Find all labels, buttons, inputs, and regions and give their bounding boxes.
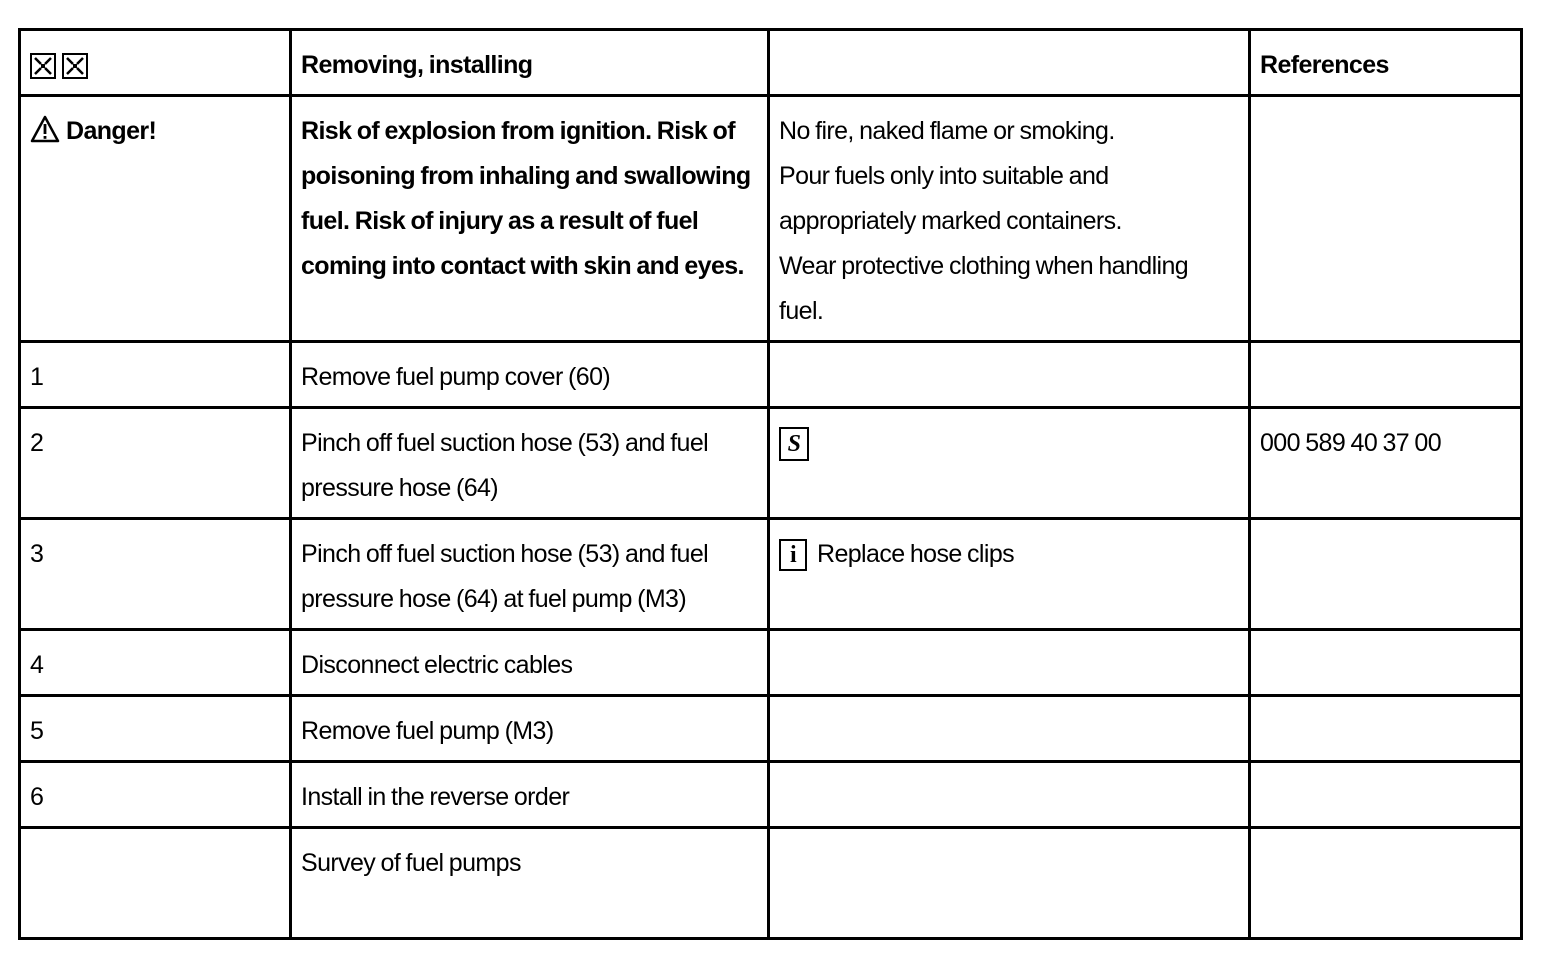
precaution-line: Pour fuels only into suitable and — [779, 162, 1109, 190]
warning-triangle-icon — [30, 115, 60, 143]
precaution-line: Wear protective clothing when handling — [779, 252, 1189, 280]
danger-precautions — [769, 96, 1250, 342]
step-row — [20, 408, 1522, 519]
step-row — [20, 696, 1522, 762]
step-text — [291, 519, 769, 630]
step-text — [291, 696, 769, 762]
danger-label: Danger! — [66, 117, 157, 145]
step-note — [769, 342, 1250, 408]
step-number: 5 — [20, 696, 291, 762]
step-text-line: Install in the reverse order — [301, 783, 570, 811]
step-text-line: Disconnect electric cables — [301, 651, 573, 679]
danger-cell — [20, 96, 291, 342]
step-number: 3 — [20, 519, 291, 630]
step-text — [291, 828, 769, 939]
step-reference — [1250, 828, 1522, 939]
step-note — [769, 762, 1250, 828]
step-note — [769, 828, 1250, 939]
step-row — [20, 519, 1522, 630]
danger-risks — [291, 96, 769, 342]
step-text-line: pressure hose (64) — [301, 474, 499, 502]
danger-reference — [1250, 96, 1522, 342]
step-number: 4 — [20, 630, 291, 696]
step-note — [769, 696, 1250, 762]
precaution-line: fuel. — [779, 297, 824, 325]
step-reference — [1250, 630, 1522, 696]
step-text-line: Pinch off fuel suction hose (53) and fuel — [301, 540, 709, 568]
references-header: References — [1250, 30, 1522, 96]
step-text-line: Remove fuel pump cover (60) — [301, 363, 611, 391]
step-note-text: Replace hose clips — [817, 540, 1015, 568]
header-title: Removing, installing — [291, 30, 769, 96]
header-icons-cell — [20, 30, 291, 96]
step-row — [20, 762, 1522, 828]
step-note — [769, 408, 1250, 519]
step-number: 1 — [20, 342, 291, 408]
step-reference — [1250, 762, 1522, 828]
step-row — [20, 342, 1522, 408]
step-text — [291, 762, 769, 828]
step-reference — [1250, 519, 1522, 630]
mechanics-work-icon — [62, 53, 88, 79]
step-text-line: Pinch off fuel suction hose (53) and fuel — [301, 429, 709, 457]
step-text — [291, 630, 769, 696]
step-number — [20, 828, 291, 939]
special-tool-icon: S — [779, 427, 809, 461]
info-icon: i — [779, 539, 807, 571]
procedure-sheet — [18, 28, 1520, 940]
step-note — [769, 630, 1250, 696]
danger-row — [20, 96, 1522, 342]
step-text — [291, 408, 769, 519]
header-notes-cell — [769, 30, 1250, 96]
step-text-line: Survey of fuel pumps — [301, 849, 521, 877]
step-reference: 000 589 40 37 00 — [1250, 408, 1522, 519]
step-note — [769, 519, 1250, 630]
step-text — [291, 342, 769, 408]
step-number: 2 — [20, 408, 291, 519]
step-text-line: pressure hose (64) at fuel pump (M3) — [301, 585, 687, 613]
step-number: 6 — [20, 762, 291, 828]
risk-line: fuel. Risk of injury as a result of fuel — [301, 207, 699, 235]
step-text-line: Remove fuel pump (M3) — [301, 717, 554, 745]
step-reference — [1250, 696, 1522, 762]
risk-line: poisoning from inhaling and swallowing — [301, 162, 751, 190]
step-row — [20, 828, 1522, 939]
procedure-table — [18, 28, 1523, 940]
risk-line: Risk of explosion from ignition. Risk of — [301, 117, 735, 145]
mechanics-work-icon — [30, 53, 56, 79]
header-row — [20, 30, 1522, 96]
risk-line: coming into contact with skin and eyes. — [301, 252, 744, 280]
precaution-line: No fire, naked flame or smoking. — [779, 117, 1115, 145]
step-row — [20, 630, 1522, 696]
precaution-line: appropriately marked containers. — [779, 207, 1122, 235]
step-reference — [1250, 342, 1522, 408]
